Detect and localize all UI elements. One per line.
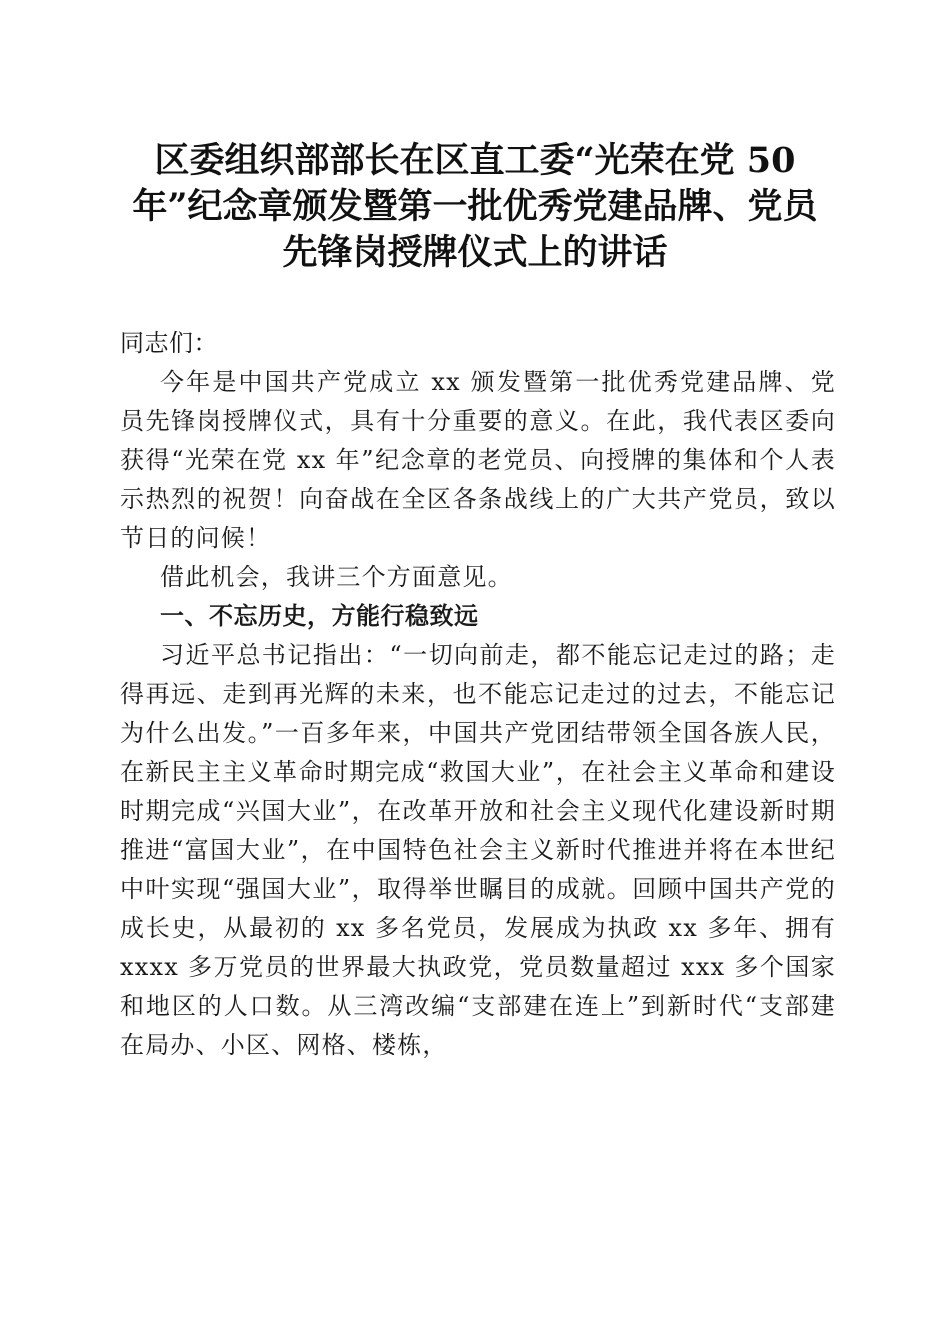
title-line-1: 区委组织部部长在区直工委“光荣在党 50 bbox=[154, 140, 796, 181]
paragraph-intro: 借此机会，我讲三个方面意见。 bbox=[160, 563, 513, 591]
salutation: 同志们： bbox=[120, 329, 218, 357]
title-line-3: 先锋岗授牌仪式上的讲话 bbox=[282, 232, 668, 273]
title-line-2: 年”纪念章颁发暨第一批优秀党建品牌、党员 bbox=[132, 186, 818, 227]
section-heading: 一、不忘历史，方能行稳致远 bbox=[160, 602, 479, 630]
paragraph-opening: 今年是中国共产党成立 xx 颁发暨第一批优秀党建品牌、党员先锋岗授牌仪式，具有十分重要的意义。在此，我代表区委向获得“光荣在党 xx 年”纪念章的老党员、向授牌的集体和个人表示热烈的祝贺！向奋战在全区各条战线上的广大共产党员，致以节日的问候！ bbox=[120, 368, 836, 552]
section-paragraph: 习近平总书记指出：“一切向前走，都不能忘记走过的路；走得再远、走到再光辉的未来，也不能忘记走过的过去，不能忘记为什么出发。”一百多年来，中国共产党团结带领全国各族人民，在新民主主义革命时期完成“救国大业”，在社会主义革命和建设时期完成“兴国大业”，在改革开放和社会主义现代化建设新时期推进“富国大业”，在中国特色社会主义新时代推进并将在本世纪中叶实现“强国大业”，取得举世瞩目的成就。回顾中国共产党的成长史，从最初的 xx 多名党员，发展成为执政 xx 多年、拥有 xxxx 多万党员的世界最大执政党，党员数量超过 xxx 多个国家和地区的人口数。从三湾改编“支部建在连上”到新时代“支部建在局办、小区、网格、楼栋， bbox=[120, 641, 836, 1059]
document-title bbox=[110, 138, 840, 276]
document-body bbox=[120, 324, 836, 1065]
